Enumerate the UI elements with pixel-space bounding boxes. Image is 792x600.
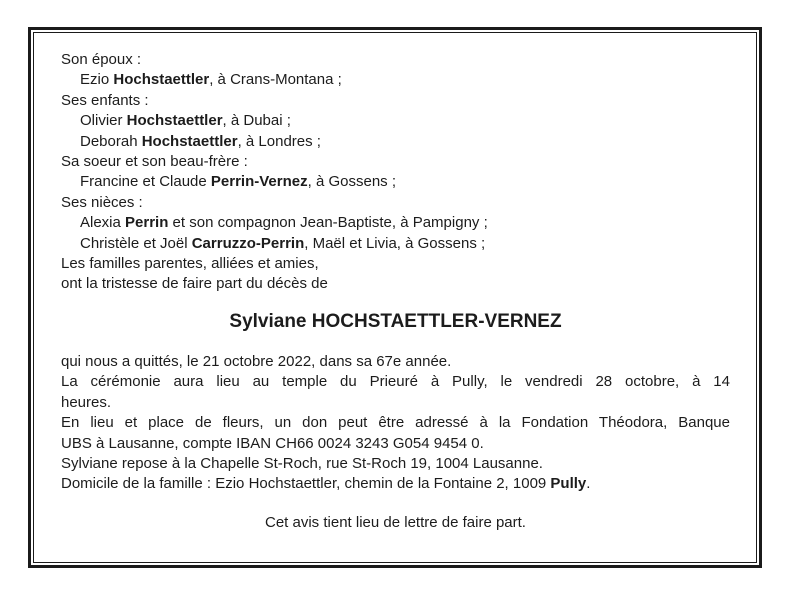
- family-line: [61, 111, 730, 131]
- surname-bold-text: Perrin-Vernez: [210, 173, 308, 191]
- surname-bold-text: Pully: [550, 475, 587, 493]
- detail-line: [61, 434, 730, 454]
- body-text: , à Londres ;: [237, 132, 321, 150]
- surname-bold-text: Hochstaettler: [126, 112, 223, 130]
- body-text: Sylviane repose à la Chapelle St-Roch, rue St-Roch 19, 1004 Lausanne.: [61, 454, 543, 472]
- closing-line: Cet avis tient lieu de lettre de faire part.: [265, 513, 526, 531]
- surname-bold-text: Carruzzo-Perrin: [191, 234, 305, 252]
- body-text: heures.: [61, 393, 112, 411]
- notice-inner-frame: [33, 32, 757, 563]
- body-text: Alexia: [80, 214, 126, 232]
- detail-line: [61, 352, 730, 372]
- body-text: Les familles parentes, alliées et amies,: [61, 255, 319, 273]
- family-line: [61, 132, 730, 152]
- family-line: [61, 172, 730, 192]
- family-line: [61, 254, 730, 274]
- family-line: [61, 193, 730, 213]
- family-line: [61, 274, 730, 294]
- body-text: Ezio: [80, 71, 114, 89]
- body-text: Son époux :: [61, 51, 142, 68]
- body-text: , à Dubai ;: [222, 112, 291, 130]
- body-text: En lieu et place de fleurs, un don peut être adressé à la Fondation Théodora, Banque: [61, 414, 730, 432]
- body-text: La cérémonie aura lieu au temple du Prieuré à Pully, le vendredi 28 octobre, à 14: [61, 373, 730, 391]
- family-line: [61, 234, 730, 254]
- body-text: Deborah: [80, 132, 142, 150]
- body-text: , à Gossens ;: [307, 173, 396, 191]
- detail-line: [61, 372, 730, 392]
- family-line: [61, 70, 730, 90]
- detail-lines: [61, 352, 730, 495]
- body-text: Christèle et Joël: [80, 234, 192, 252]
- detail-line: [61, 393, 730, 413]
- family-line: [61, 91, 730, 111]
- detail-line: [61, 454, 730, 474]
- body-text: .: [586, 475, 591, 493]
- body-text: Ses nièces :: [61, 193, 143, 211]
- body-text: qui nous a quittés, le 21 octobre 2022, dans sa 67e année.: [61, 352, 452, 370]
- deceased-name: Sylviane HOCHSTAETTLER-VERNEZ: [229, 310, 562, 332]
- detail-line: [61, 474, 730, 494]
- body-text: Olivier: [80, 112, 127, 130]
- detail-line: [61, 413, 730, 433]
- family-lines: [61, 50, 730, 295]
- surname-bold-text: Hochstaettler: [141, 132, 238, 150]
- body-text: , à Crans-Montana ;: [209, 71, 342, 89]
- body-text: UBS à Lausanne, compte IBAN CH66 0024 3243 G054 9454 0.: [61, 434, 484, 452]
- body-text: Francine et Claude: [80, 173, 211, 191]
- body-text: ont la tristesse de faire part du décès de: [61, 275, 328, 293]
- family-line: [61, 50, 730, 70]
- body-text: Sa soeur et son beau-frère :: [61, 153, 248, 171]
- family-line: [61, 213, 730, 233]
- surname-bold-text: Hochstaettler: [113, 71, 210, 89]
- notice-outer-frame: [28, 27, 762, 568]
- body-text: Ses enfants :: [61, 91, 149, 109]
- body-text: et son compagnon Jean-Baptiste, à Pampigny ;: [168, 214, 488, 232]
- surname-bold-text: Perrin: [125, 214, 169, 232]
- family-line: [61, 152, 730, 172]
- body-text: , Maël et Livia, à Gossens ;: [304, 234, 486, 252]
- body-text: Domicile de la famille : Ezio Hochstaettler, chemin de la Fontaine 2, 1009: [61, 475, 551, 493]
